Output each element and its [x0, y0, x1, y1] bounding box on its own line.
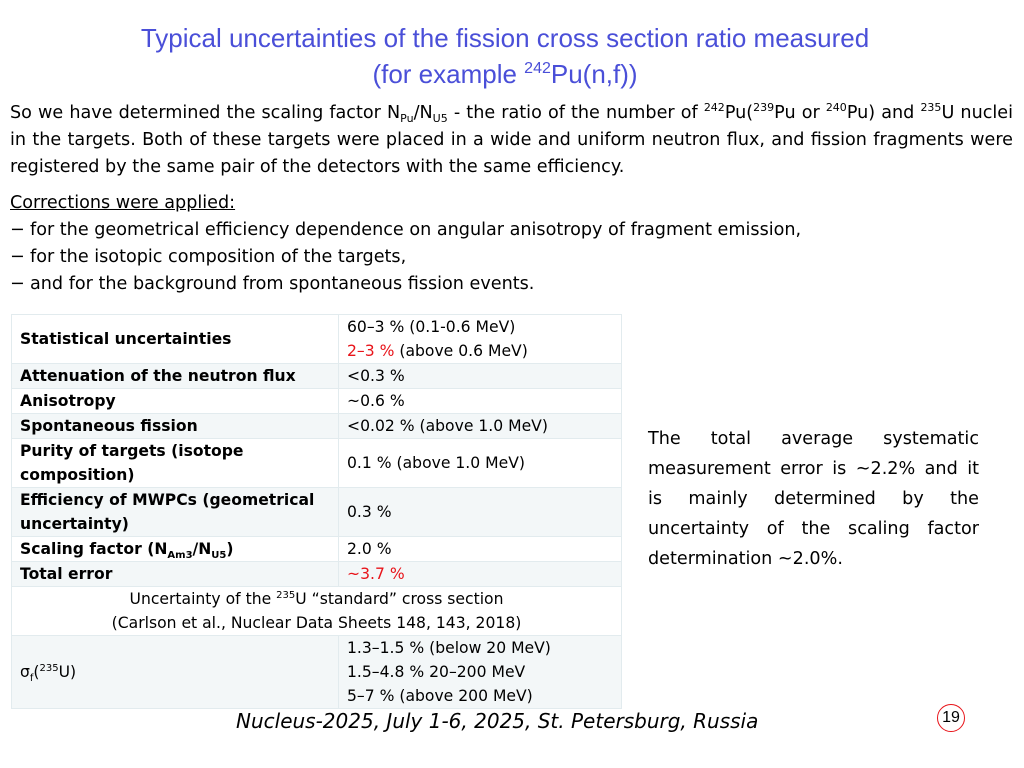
title-line-1: Typical uncertainties of the fission cross section ratio measured: [140, 23, 870, 53]
summary-note: The total average systematic measurement error is ~2.2% and it is mainly determined by the uncertainty of the scaling factor determination ~2.0%.: [648, 429, 979, 569]
title-line-2: (for example $^{242}$Pu(n,f)): [372, 59, 638, 89]
row-value-total: ~3.7 %: [339, 562, 622, 587]
corrections-list: [10, 190, 1010, 298]
footer-conference: Nucleus-2025, July 1-6, 2025, St. Petersburg, Russia: [236, 709, 759, 733]
highlight-value: 2–3 %: [347, 342, 395, 360]
row-label-total: Total error: [12, 562, 339, 587]
row-value-scaling: 2.0 %: [339, 537, 622, 562]
table-row-scaling: [12, 537, 622, 562]
corrections-heading: Corrections were applied:: [10, 193, 236, 213]
table-row-attenuation: [12, 364, 622, 389]
dash-bullet: −: [10, 247, 25, 267]
list-item: − and for the background from spontaneous fission events.: [10, 271, 1010, 298]
row-label-spontaneous: Spontaneous fission: [12, 414, 339, 439]
table-row-anisotropy: [12, 389, 622, 414]
row-value-anisotropy: ~0.6 %: [339, 389, 622, 414]
row-value-sigma: 1.3–1.5 % (below 20 MeV) 1.5–4.8 % 20–200 MeV 5–7 % (above 200 MeV): [339, 636, 622, 709]
table-row-total: [12, 562, 622, 587]
table-row-efficiency: [12, 488, 622, 537]
list-item: − for the isotopic composition of the targets,: [10, 244, 1010, 271]
table-row-spontaneous: [12, 414, 622, 439]
intro-paragraph: So we have determined the scaling factor $N_{Pu}/N_{U5}$ - the ratio of the number of $^{242}$Pu($^{239}$Pu or $^{240}$Pu) and $^{235}$U nuclei in the targets. Both of these targets were placed in a wide and uniform neutron flux, and fission fragments were registered by the same pair of the detectors with the same efficiency.: [10, 101, 1013, 177]
standard-section-heading: Uncertainty of the $^{235}$U “standard” cross section (Carlson et al., Nuclear Data Sheets 148, 143, 2018): [12, 587, 622, 636]
row-label-efficiency: Efficiency of MWPCs (geometrical uncertainty): [12, 488, 339, 537]
row-label-anisotropy: Anisotropy: [12, 389, 339, 414]
page-number-badge: 19: [937, 704, 965, 732]
row-label-attenuation: Attenuation of the neutron flux: [12, 364, 339, 389]
table-row-purity: [12, 439, 622, 488]
table-row-statistical: [12, 315, 622, 364]
row-value-purity: 0.1 % (above 1.0 MeV): [339, 439, 622, 488]
row-value-statistical: 60–3 % (0.1-0.6 MeV) 2–3 % (above 0.6 MeV): [339, 315, 622, 364]
row-value-attenuation: <0.3 %: [339, 364, 622, 389]
slide-title: [0, 20, 1010, 92]
row-label-statistical: Statistical uncertainties: [12, 315, 339, 364]
dash-bullet: −: [10, 274, 25, 294]
row-label-purity: Purity of targets (isotope composition): [12, 439, 339, 488]
row-value-spontaneous: <0.02 % (above 1.0 MeV): [339, 414, 622, 439]
row-label-sigma: $\sigma_f(^{235}U)$: [12, 636, 339, 709]
table-row-standard: [12, 587, 622, 636]
standard-reference: (Carlson et al., Nuclear Data Sheets 148, 143, 2018): [111, 614, 522, 632]
list-item: − for the geometrical efficiency dependence on angular anisotropy of fragment emission,: [10, 217, 1010, 244]
row-label-scaling: Scaling factor $(N_{Am3}/N_{U5})$: [12, 537, 339, 562]
row-value-efficiency: 0.3 %: [339, 488, 622, 537]
dash-bullet: −: [10, 220, 25, 240]
uncertainty-table: [11, 314, 622, 709]
table-row-sigma: [12, 636, 622, 709]
